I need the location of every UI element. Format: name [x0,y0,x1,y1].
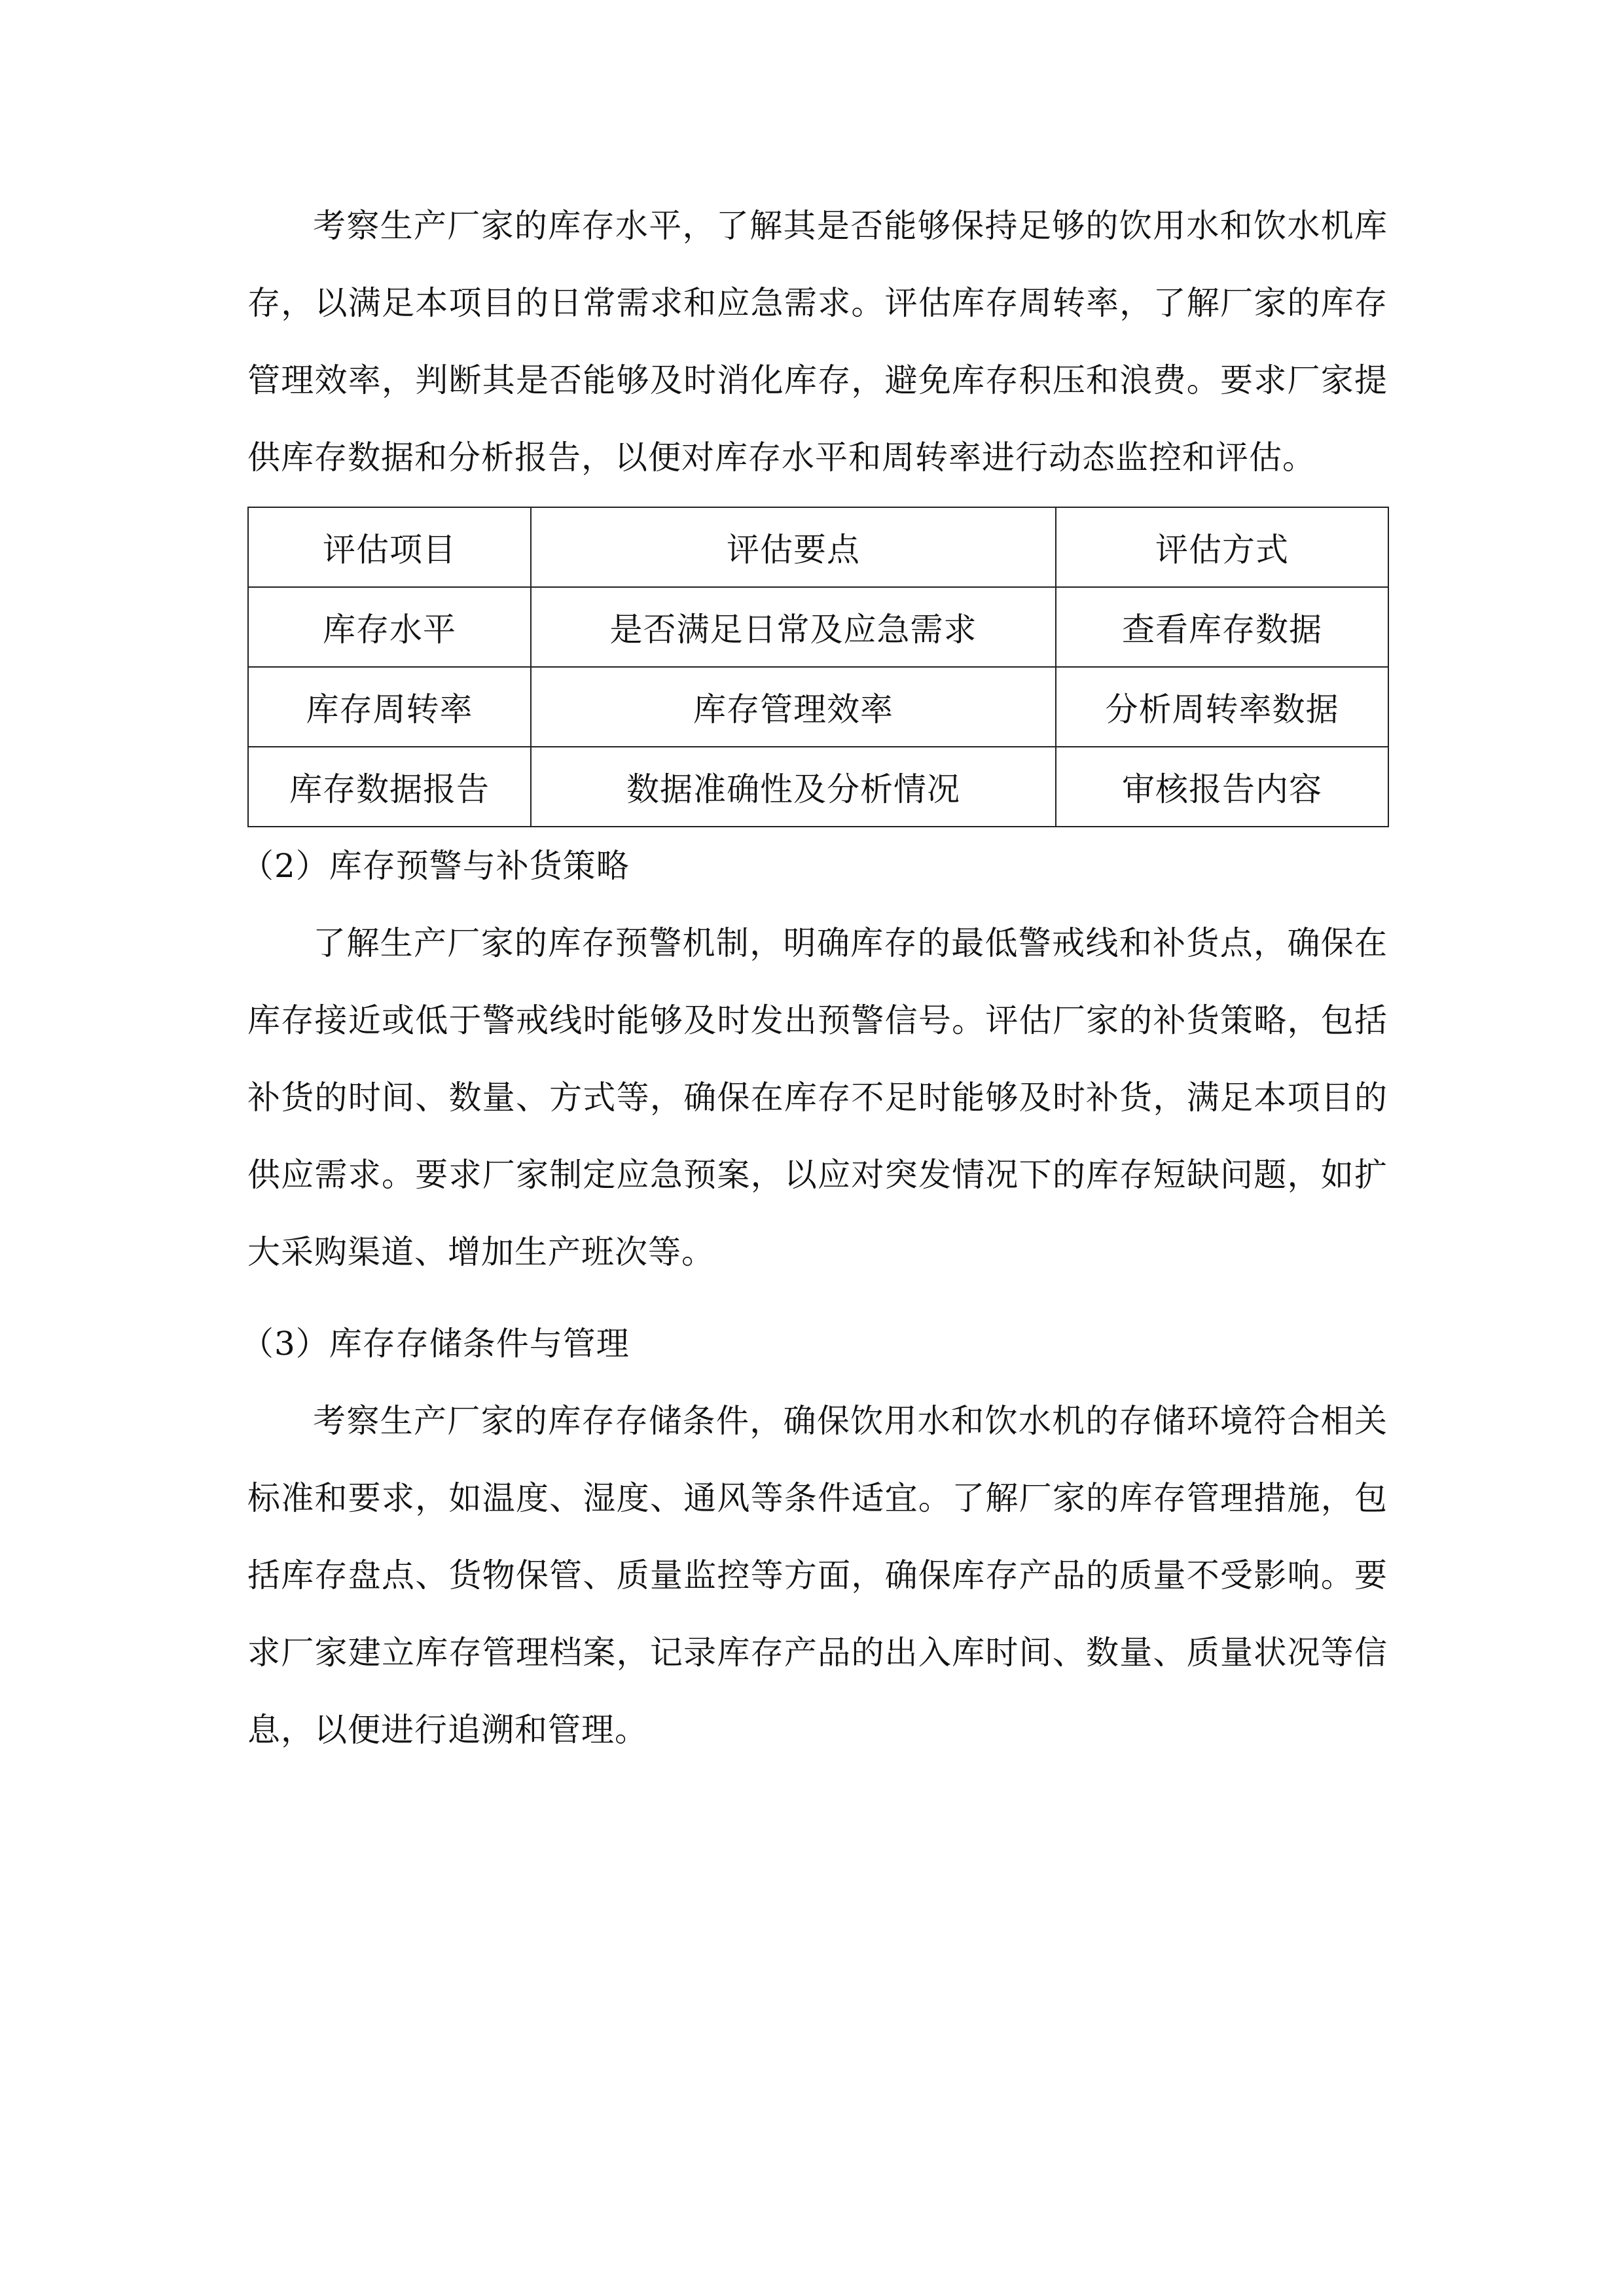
section3-paragraph: 考察生产厂家的库存存储条件，确保饮用水和饮水机的存储环境符合相关标准和要求，如温度、湿度、通风等条件适宜。了解厂家的库存管理措施，包括库存盘点、货物保管、质量监控等方面，确保库存产品的质量不受影响。要求厂家建立库存管理档案，记录库存产品的出入库时间、数量、质量状况等信息，以便进行追溯和管理。 [247,1402,1388,1749]
table-cell: 数据准确性及分析情况 [531,747,1056,827]
evaluation-table [247,507,1389,827]
table-row [248,587,1388,667]
section3-heading: （3）库存存储条件与管理 [241,1325,630,1363]
table-cell: 库存管理效率 [531,667,1056,747]
table-header-row [248,507,1388,587]
table-row [248,747,1388,827]
document-body [241,187,1388,1768]
table-cell: 库存数据报告 [248,747,531,827]
table-cell: 分析周转率数据 [1056,667,1388,747]
table-header-cell: 评估项目 [248,507,531,587]
table-cell: 审核报告内容 [1056,747,1388,827]
table-cell: 库存水平 [248,587,531,667]
table-cell: 库存周转率 [248,667,531,747]
section2-paragraph: 了解生产厂家的库存预警机制，明确库存的最低警戒线和补货点，确保在库存接近或低于警戒线时能够及时发出预警信号。评估厂家的补货策略，包括补货的时间、数量、方式等，确保在库存不足时能够及时补货，满足本项目的供应需求。要求厂家制定应急预案，以应对突发情况下的库存短缺问题，如扩大采购渠道、增加生产班次等。 [247,924,1388,1271]
section1-paragraph: 考察生产厂家的库存水平，了解其是否能够保持足够的饮用水和饮水机库存，以满足本项目的日常需求和应急需求。评估库存周转率，了解厂家的库存管理效率，判断其是否能够及时消化库存，避免库存积压和浪费。要求厂家提供库存数据和分析报告，以便对库存水平和周转率进行动态监控和评估。 [247,207,1388,476]
section2-heading: （2）库存预警与补货策略 [241,847,630,885]
section-spacer [247,1291,1388,1305]
table-header-cell: 评估方式 [1056,507,1388,587]
table-row [248,667,1388,747]
table-cell: 是否满足日常及应急需求 [531,587,1056,667]
table-cell: 查看库存数据 [1056,587,1388,667]
table-header-cell: 评估要点 [531,507,1056,587]
